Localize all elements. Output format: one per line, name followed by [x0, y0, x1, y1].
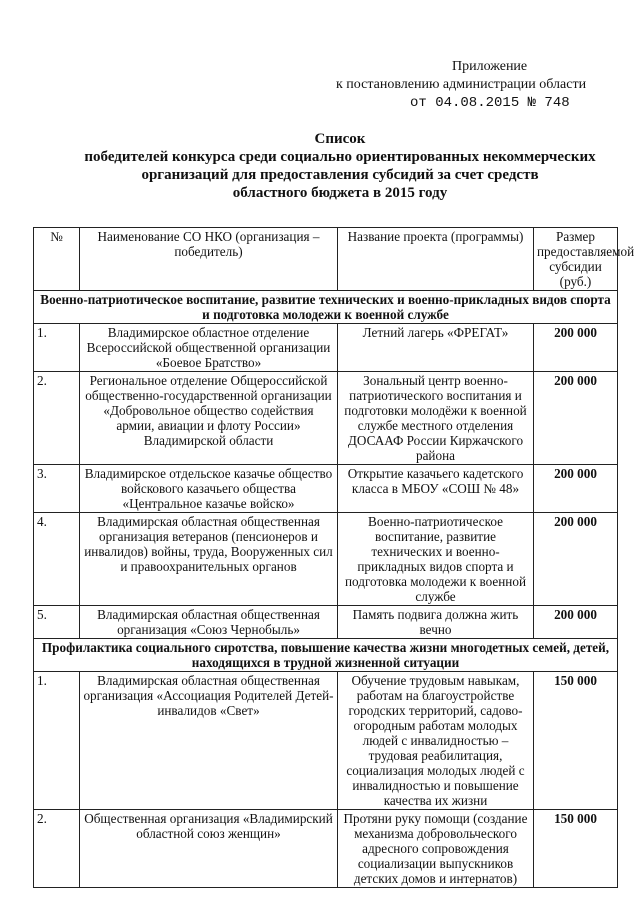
cell-amount: 200 000: [534, 606, 618, 639]
cell-num: 2.: [34, 372, 80, 465]
appendix-label: Приложение: [452, 59, 528, 74]
cell-org: Владимирская областная общественная организация «Союз Чернобыль»: [80, 606, 338, 639]
cell-project: Протяни руку помощи (создание механизма добровольческого адресного сопровождения социализации выпускников детских домов и интернатов): [338, 810, 534, 888]
header-org: Наименование СО НКО (организация – победитель): [80, 228, 338, 291]
cell-project: Военно-патриотическое воспитание, развитие технических и военно-прикладных видов спорта и подготовка молодежи к военной службе: [338, 513, 534, 606]
cell-num: 1.: [34, 324, 80, 372]
cell-project: Летний лагерь «ФРЕГАТ»: [338, 324, 534, 372]
title-line-1: Список: [314, 131, 366, 147]
cell-num: 3.: [34, 465, 80, 513]
table-row: [34, 513, 618, 606]
table-row: [34, 372, 618, 465]
cell-project: Память подвига должна жить вечно: [338, 606, 534, 639]
cell-org: Владимирское отдельское казачье общество войскового казачьего общества «Центральное казачье войско»: [80, 465, 338, 513]
cell-org: Региональное отделение Общероссийской общественно-государственной организации «Добровольное общество содействия армии, авиации и флоту России» Владимирской области: [80, 372, 338, 465]
title-line-4: областного бюджета в 2015 году: [232, 185, 448, 201]
table-row: [34, 672, 618, 810]
section-title: Профилактика социального сиротства, повышение качества жизни многодетных семей, детей, находящихся в трудной жизненной ситуации: [34, 639, 618, 672]
cell-project: Открытие казачьего кадетского класса в МБОУ «СОШ № 48»: [338, 465, 534, 513]
cell-amount: 200 000: [534, 372, 618, 465]
title-line-2: победителей конкурса среди социально ориентированных некоммерческих: [84, 149, 596, 165]
winners-table: [33, 227, 635, 888]
table-row: [34, 606, 618, 639]
cell-org: Владимирская областная общественная организация «Ассоциация Родителей Детей-инвалидов «Свет»: [80, 672, 338, 810]
table-row: [34, 810, 618, 888]
cell-num: 1.: [34, 672, 80, 810]
cell-amount: 200 000: [534, 324, 618, 372]
cell-amount: 200 000: [534, 465, 618, 513]
cell-org: Владимирская областная общественная организация ветеранов (пенсионеров и инвалидов) войны, труда, Вооруженных сил и правоохранительных органов: [80, 513, 338, 606]
header-amount: Размер предоставляемой субсидии (руб.): [534, 228, 618, 291]
cell-org: Общественная организация «Владимирский областной союз женщин»: [80, 810, 338, 888]
header-project: Название проекта (программы): [338, 228, 534, 291]
appendix-resolution: к постановлению администрации области: [336, 77, 587, 92]
cell-project: Обучение трудовым навыкам, работам на благоустройстве городских территорий, садово-огородным работам молодых людей с инвалидностью – трудовая реабилитация, социализация молодых людей с инвалидностью и повышение качества их жизни: [338, 672, 534, 810]
table-header-row: [34, 228, 618, 291]
section-title: Военно-патриотическое воспитание, развитие технических и военно-прикладных видов спорта и подготовка молодежи к военной службе: [34, 291, 618, 324]
cell-amount: 150 000: [534, 672, 618, 810]
cell-amount: 150 000: [534, 810, 618, 888]
cell-amount: 200 000: [534, 513, 618, 606]
document-title: [40, 130, 640, 202]
cell-project: Зональный центр военно-патриотического воспитания и подготовки молодёжи к военной службе местного отделения ДОСААФ России Киржачского района: [338, 372, 534, 465]
table-row: [34, 324, 618, 372]
appendix-header: [330, 58, 630, 112]
table-row: [34, 465, 618, 513]
cell-num: 4.: [34, 513, 80, 606]
section-row: [34, 639, 618, 672]
appendix-date-number: от 04.08.2015 № 748: [410, 95, 570, 111]
title-line-3: организаций для предоставления субсидий за счет средств: [141, 167, 539, 183]
cell-num: 5.: [34, 606, 80, 639]
cell-org: Владимирское областное отделение Всероссийской общественной организации «Боевое Братство»: [80, 324, 338, 372]
cell-num: 2.: [34, 810, 80, 888]
section-row: [34, 291, 618, 324]
header-num: №: [34, 228, 80, 291]
